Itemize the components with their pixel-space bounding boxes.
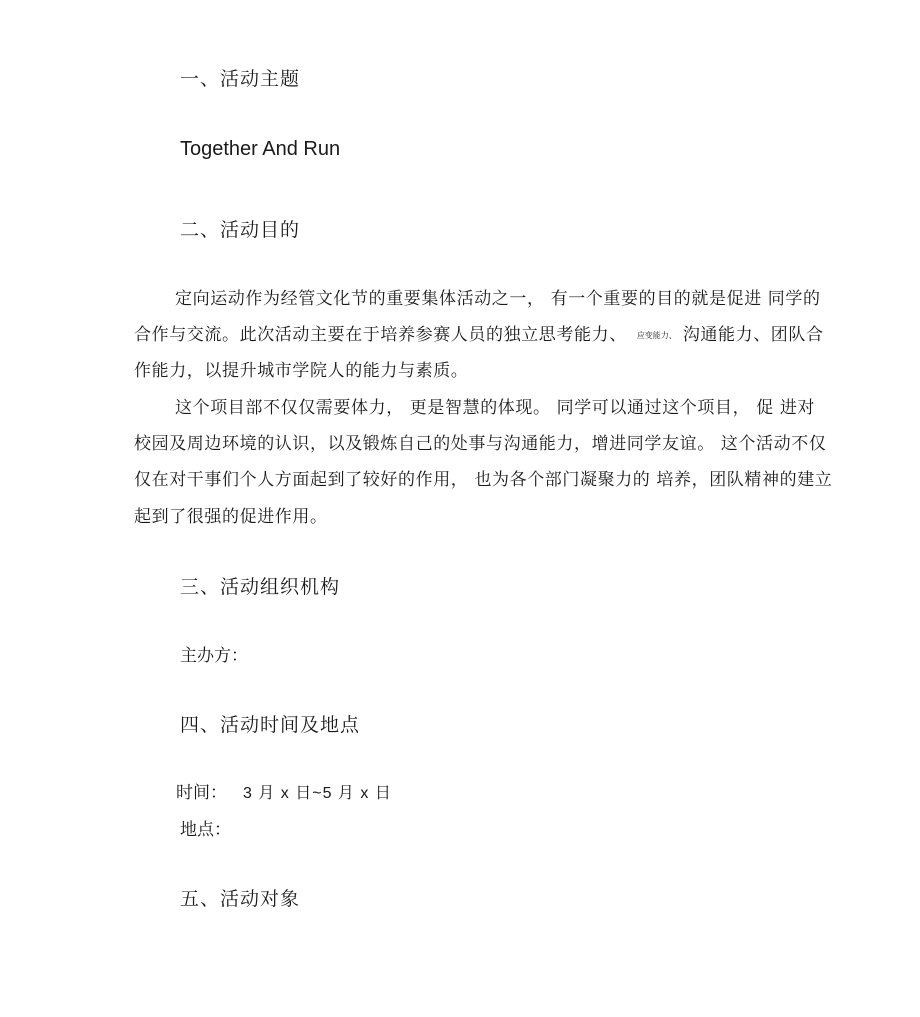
section-heading-time-place: 四、活动时间及地点 <box>180 714 361 736</box>
place-label: 地点： <box>180 820 231 840</box>
purpose-para1-line2 <box>134 320 824 345</box>
section-heading-organization: 三、活动组织机构 <box>180 576 341 598</box>
time-label: 时间： <box>176 783 227 803</box>
section-heading-purpose: 二、活动目的 <box>180 219 301 241</box>
purpose-para2-line3: 仅在对干事们个人方面起到了较好的作用， 也为各个部门凝聚力的 培养，团队精神的建立 <box>134 470 833 490</box>
purpose-para2-line4: 起到了很强的促进作用。 <box>134 507 328 527</box>
purpose-para2-line2: 校园及周边环境的认识，以及锻炼自己的处事与沟通能力，增进同学友谊。 这个活动不仅 <box>134 434 827 454</box>
section-heading-theme: 一、活动主题 <box>180 68 301 90</box>
purpose-para1-small-text: 应变能力、 <box>636 331 677 340</box>
section-heading-participants: 五、活动对象 <box>180 888 301 910</box>
purpose-para1-line1: 定向运动作为经管文化节的重要集体活动之一， 有一个重要的目的就是促进 同学的 <box>175 289 821 309</box>
organizer-label: 主办方： <box>180 646 248 666</box>
purpose-para2-line1: 这个项目部不仅仅需要体力， 更是智慧的体现。 同学可以通过这个项目， 促 进对 <box>175 398 816 418</box>
purpose-para1-line2-a: 合作与交流。此次活动主要在于培养参赛人员的独立思考能力、 <box>134 325 627 345</box>
time-field <box>176 778 392 803</box>
activity-theme-text: Together And Run <box>180 138 341 160</box>
purpose-para1-line3: 作能力，以提升城市学院人的能力与素质。 <box>134 361 469 381</box>
time-value: 3 月 x 日~5 月 x 日 <box>243 785 392 802</box>
purpose-para1-line2-b: 沟通能力、团队合 <box>682 325 824 345</box>
